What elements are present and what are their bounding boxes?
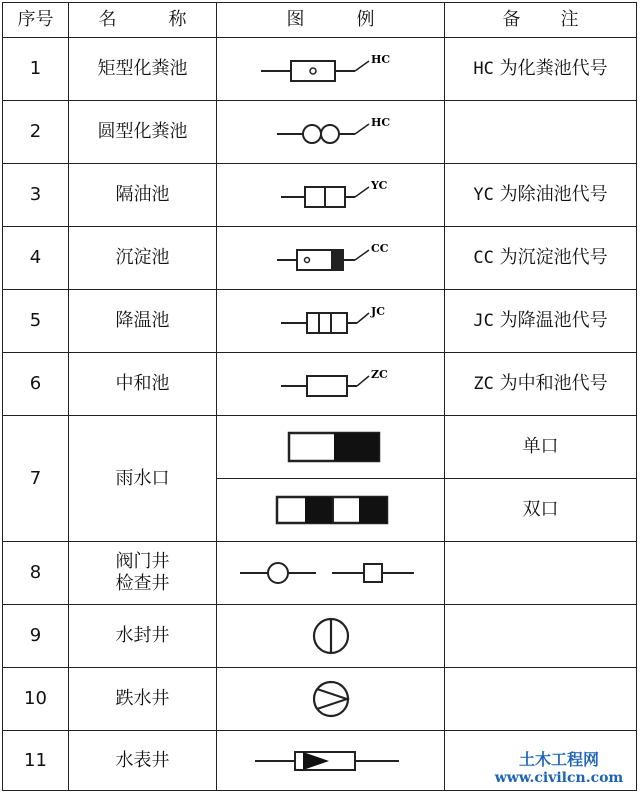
row-number: 5	[3, 290, 69, 353]
note-code: HC	[473, 59, 494, 80]
row-note	[445, 290, 637, 353]
grease-trap-symbol	[217, 164, 445, 227]
note-code: CC	[473, 248, 494, 269]
header-no: 序号	[3, 3, 69, 38]
table-row	[3, 353, 637, 416]
table-row	[3, 542, 637, 605]
symbol-code-label: HC	[370, 116, 390, 129]
symbol-code-label: JC	[370, 305, 385, 318]
row-name: 水表井	[69, 731, 217, 791]
note-code: ZC	[473, 374, 494, 395]
drop-well-symbol	[217, 668, 445, 731]
symbol-code-label: ZC	[370, 368, 388, 381]
header-name	[69, 3, 217, 38]
note-text: 为中和池代号	[499, 373, 608, 395]
row-name: 水封井	[69, 605, 217, 668]
header-legend-char-2: 例	[356, 9, 375, 31]
row-number: 9	[3, 605, 69, 668]
symbol-code-label: CC	[370, 242, 389, 255]
row-name: 降温池	[69, 290, 217, 353]
row-number: 11	[3, 731, 69, 791]
row-name: 圆型化粪池	[69, 101, 217, 164]
watermark-title: 土木工程网	[518, 750, 599, 769]
row-note: 单口	[445, 416, 637, 479]
cooling-tank-symbol	[217, 290, 445, 353]
row-number: 2	[3, 101, 69, 164]
row-number: 7	[3, 416, 69, 542]
watermark-url: www.civilcn.com	[494, 770, 624, 786]
table-row	[3, 164, 637, 227]
row-name: 隔油池	[69, 164, 217, 227]
row-note	[445, 668, 637, 731]
row-name: 雨水口	[69, 416, 217, 542]
table-row	[3, 416, 637, 479]
note-code: JC	[473, 311, 494, 332]
table-row	[3, 290, 637, 353]
sedimentation-tank-symbol	[217, 227, 445, 290]
header-name-char-1: 名	[98, 9, 117, 31]
drainage-symbol-table	[2, 2, 637, 791]
water-seal-well-symbol	[217, 605, 445, 668]
single-storm-inlet-symbol	[217, 416, 445, 479]
row-note	[445, 542, 637, 605]
header-legend	[217, 3, 445, 38]
row-name-line-2: 检查井	[115, 573, 170, 594]
neutralization-tank-symbol	[217, 353, 445, 416]
row-name	[69, 542, 217, 605]
row-note	[445, 605, 637, 668]
row-name-line-1: 阀门井	[115, 551, 170, 573]
row-name: 矩型化粪池	[69, 38, 217, 101]
note-text: 为化粪池代号	[499, 58, 608, 80]
header-note-char-1: 备	[502, 9, 521, 31]
row-name: 跌水井	[69, 668, 217, 731]
round-septic-tank-symbol	[217, 101, 445, 164]
row-number: 1	[3, 38, 69, 101]
header-row	[3, 3, 637, 38]
note-text: 为沉淀池代号	[499, 247, 608, 269]
valve-well-inspection-well-symbol	[217, 542, 445, 605]
table-row	[3, 227, 637, 290]
row-name: 中和池	[69, 353, 217, 416]
table-row	[3, 668, 637, 731]
double-storm-inlet-symbol	[217, 479, 445, 542]
note-text: 为除油池代号	[499, 184, 608, 206]
row-number: 10	[3, 668, 69, 731]
water-meter-well-symbol	[217, 731, 445, 791]
header-note-char-2: 注	[560, 9, 579, 31]
row-name: 沉淀池	[69, 227, 217, 290]
site-watermark	[484, 747, 634, 786]
row-note	[445, 353, 637, 416]
row-note	[445, 101, 637, 164]
row-note	[445, 227, 637, 290]
table-row	[3, 101, 637, 164]
row-number: 6	[3, 353, 69, 416]
row-number: 8	[3, 542, 69, 605]
row-number: 4	[3, 227, 69, 290]
symbol-code-label: HC	[370, 53, 390, 66]
table-row	[3, 38, 637, 101]
header-legend-char-1: 图	[286, 9, 305, 31]
row-note	[445, 164, 637, 227]
header-note	[445, 3, 637, 38]
row-note	[445, 38, 637, 101]
note-text: 为降温池代号	[499, 310, 608, 332]
note-code: YC	[473, 185, 494, 206]
header-name-char-2: 称	[168, 9, 187, 31]
row-number: 3	[3, 164, 69, 227]
row-note: 双口	[445, 479, 637, 542]
rect-septic-tank-symbol	[217, 38, 445, 101]
symbol-code-label: YC	[370, 179, 387, 192]
table-row	[3, 605, 637, 668]
